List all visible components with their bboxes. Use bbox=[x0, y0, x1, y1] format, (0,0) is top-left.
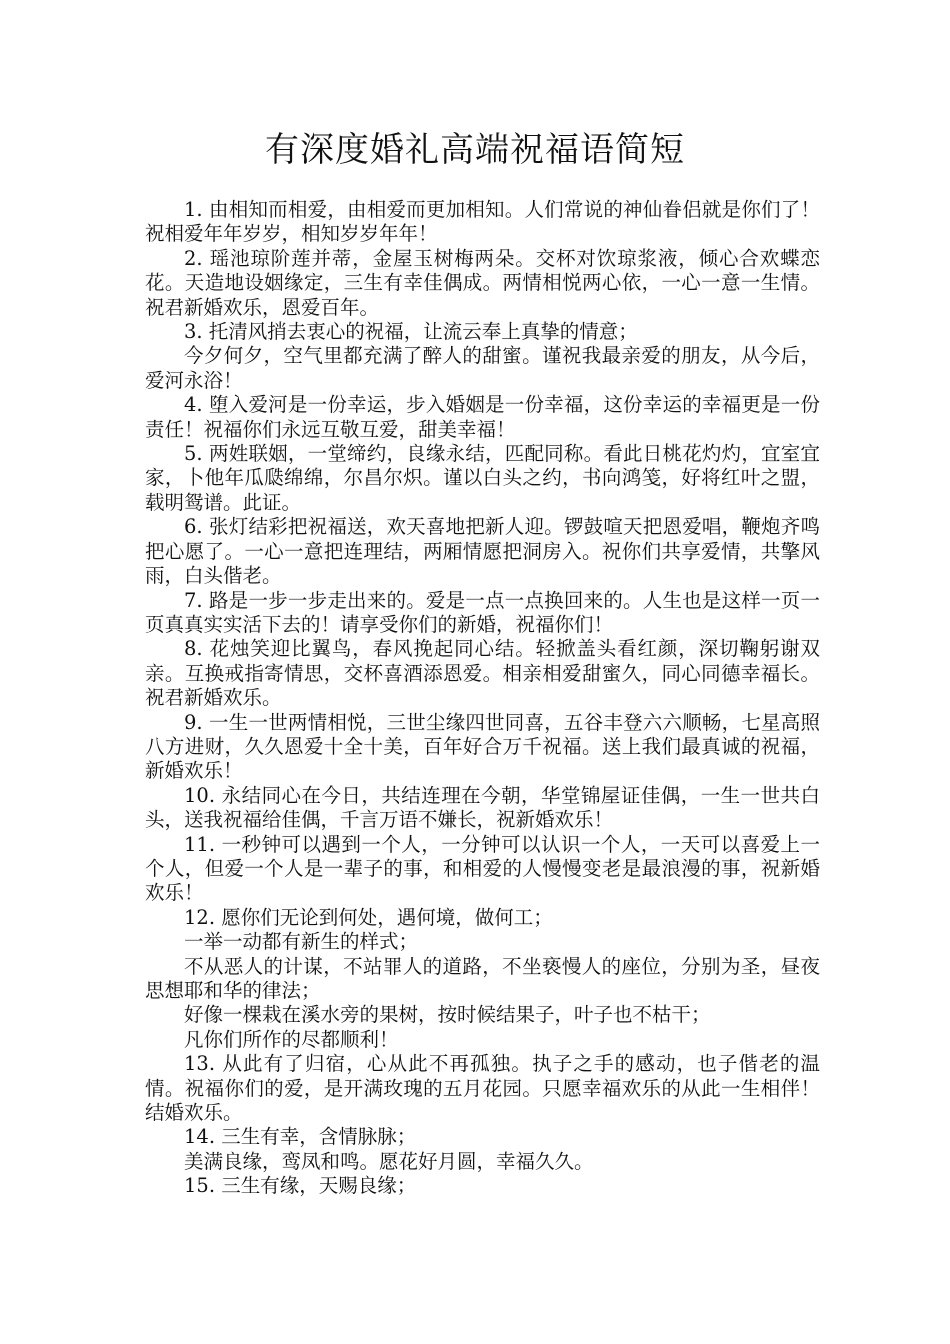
paragraph: 一举一动都有新生的样式； bbox=[184, 930, 419, 954]
paragraph: 4. 堕入爱河是一份幸运，步入婚姻是一份幸福，这份幸运的幸福更是一份责任！祝福你们永远互敬互爱，甜美幸福！ bbox=[145, 393, 820, 441]
paragraph: 不从恶人的计谋，不站罪人的道路，不坐亵慢人的座位，分别为圣，昼夜思想耶和华的律法； bbox=[145, 954, 820, 1002]
paragraph: 好像一棵栽在溪水旁的果树，按时候结果子，叶子也不枯干； bbox=[184, 1003, 711, 1027]
paragraph: 5. 两姓联姻，一堂缔约，良缘永结，匹配同称。看此日桃花灼灼，宜室宜家，卜他年瓜瓞绵绵，尔昌尔炽。谨以白头之约，书向鸿笺，好将红叶之盟，载明鸳谱。此证。 bbox=[145, 442, 820, 514]
paragraph: 13. 从此有了归宿，心从此不再孤独。执子之手的感动，也子偕老的温情。祝福你们的爱，是开满玫瑰的五月花园。只愿幸福欢乐的从此一生相伴！结婚欢乐。 bbox=[145, 1052, 820, 1125]
paragraph: 3. 托清风捎去衷心的祝福，让流云奉上真挚的情意； bbox=[184, 320, 638, 344]
paragraph: 凡你们所作的尽都顺利！ bbox=[184, 1027, 399, 1051]
document-title: 有深度婚礼高端祝福语简短 bbox=[265, 130, 685, 170]
paragraph: 2. 瑶池琼阶莲并蒂，金屋玉树梅两朵。交杯对饮琼浆液，倾心合欢蝶恋花。天造地设姻缘定，三生有幸佳偶成。两情相悦两心依，一心一意一生情。祝君新婚欢乐，恩爱百年。 bbox=[145, 246, 820, 319]
paragraph: 8. 花烛笑迎比翼鸟，春风挽起同心结。轻掀盖头看红颜，深切鞠躬谢双亲。互换戒指寄情思，交杯喜酒添恩爱。相亲相爱甜蜜久，同心同德幸福长。祝君新婚欢乐。 bbox=[145, 637, 820, 710]
paragraph: 11. 一秒钟可以遇到一个人，一分钟可以认识一个人，一天可以喜爱上一个人，但爱一个人是一辈子的事，和相爱的人慢慢变老是最浪漫的事，祝新婚欢乐！ bbox=[145, 832, 820, 905]
document-body bbox=[145, 198, 820, 1199]
paragraph: 美满良缘，鸾凤和鸣。愿花好月圆，幸福久久。 bbox=[184, 1149, 594, 1173]
paragraph: 14. 三生有幸，含情脉脉； bbox=[184, 1125, 417, 1149]
paragraph: 今夕何夕，空气里都充满了醉人的甜蜜。谨祝我最亲爱的朋友，从今后，爱河永浴！ bbox=[145, 344, 820, 392]
paragraph: 1. 由相知而相爱，由相爱而更加相知。人们常说的神仙眷侣就是你们了！祝相爱年年岁岁，相知岁岁年年！ bbox=[145, 198, 820, 246]
paragraph: 7. 路是一步一步走出来的。爱是一点一点换回来的。人生也是这样一页一页真真实实活下去的！请享受你们的新婚，祝福你们！ bbox=[145, 588, 820, 636]
paragraph: 9. 一生一世两情相悦，三世尘缘四世同喜，五谷丰登六六顺畅，七星高照八方进财，久久恩爱十全十美，百年好合万千祝福。送上我们最真诚的祝福，新婚欢乐！ bbox=[145, 710, 820, 783]
paragraph: 12. 愿你们无论到何处，遇何境，做何工； bbox=[184, 905, 553, 929]
paragraph: 6. 张灯结彩把祝福送，欢天喜地把新人迎。锣鼓喧天把恩爱唱，鞭炮齐鸣把心愿了。一心一意把连理结，两厢情愿把洞房入。祝你们共享爱情，共擎风雨，白头偕老。 bbox=[145, 515, 820, 588]
paragraph: 15. 三生有缘，天赐良缘； bbox=[184, 1174, 417, 1198]
paragraph: 10. 永结同心在今日，共结连理在今朝，华堂锦屋证佳偶，一生一世共白头，送我祝福给佳偶，千言万语不嫌长，祝新婚欢乐！ bbox=[145, 783, 820, 832]
